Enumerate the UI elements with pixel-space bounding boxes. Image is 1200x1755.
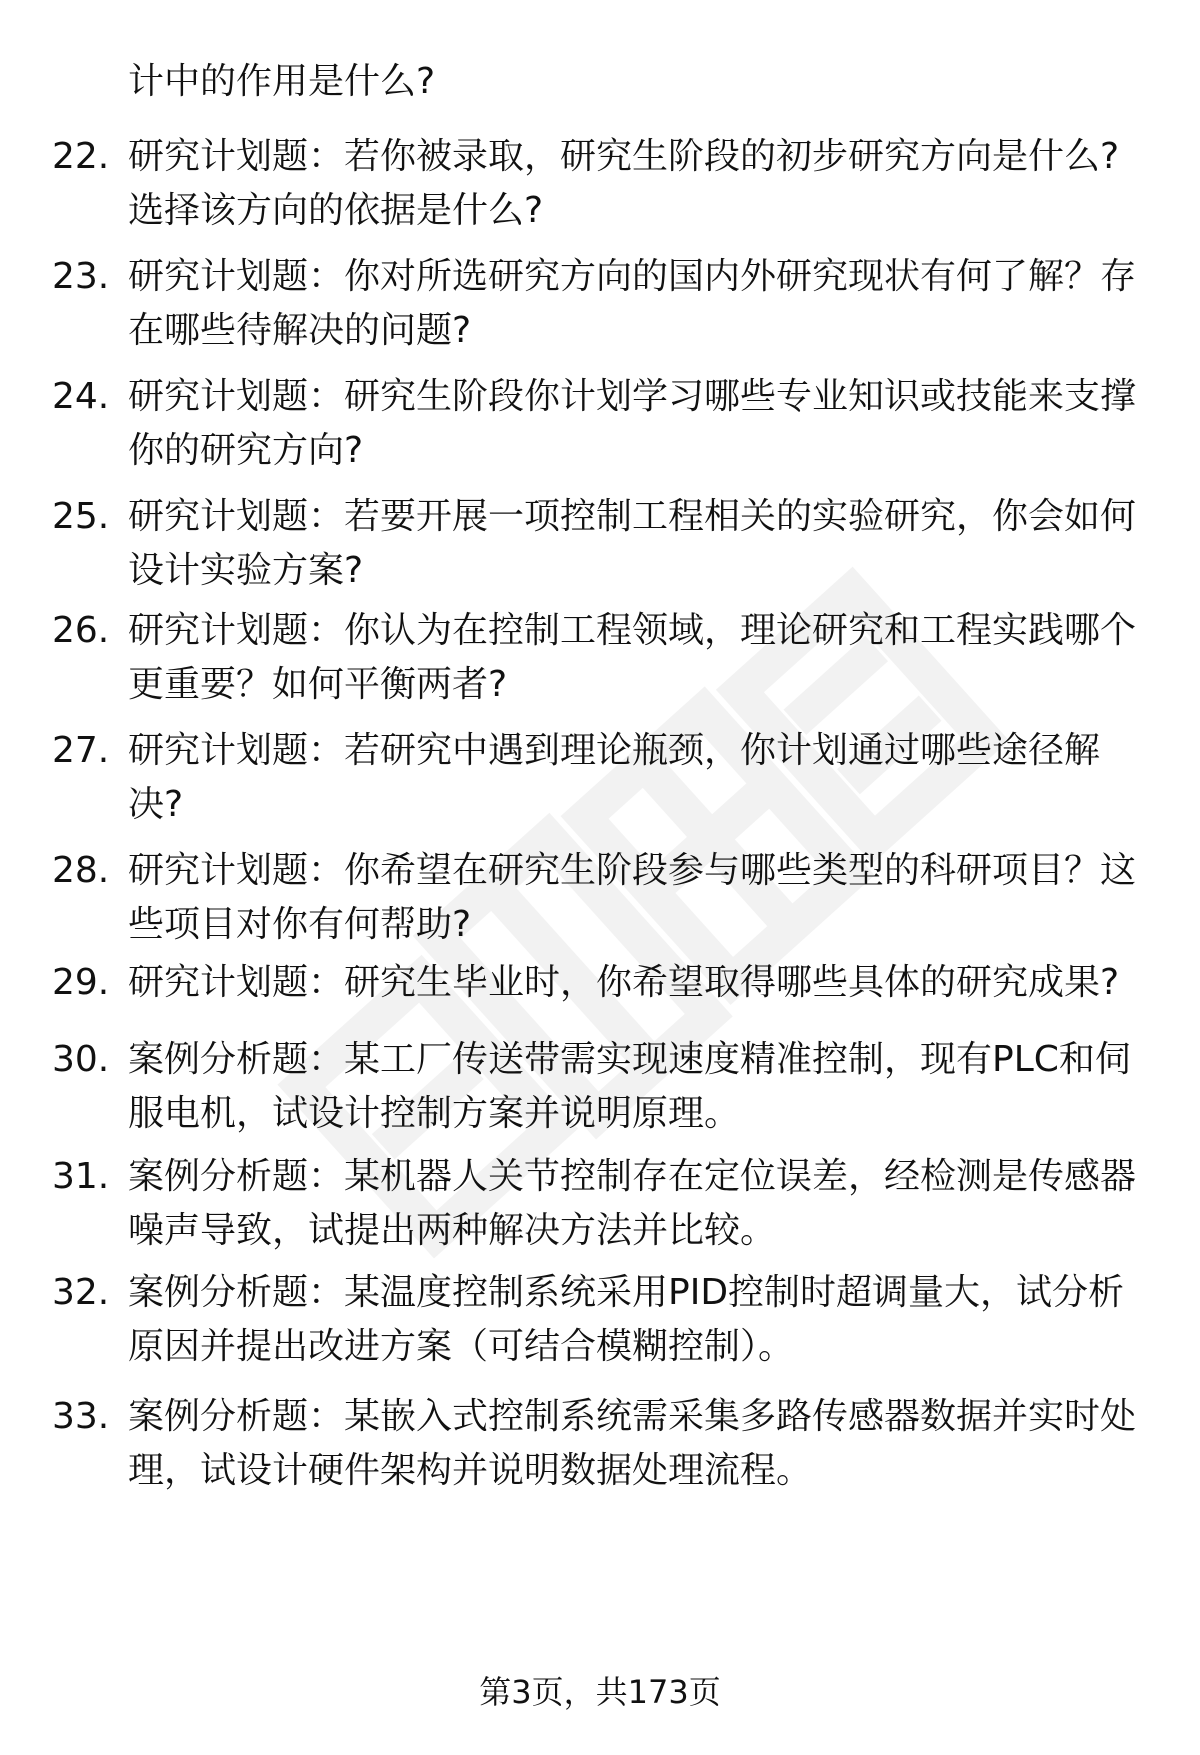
question-text-line: 噪声导致，试提出两种解决方法并比较。 <box>128 1210 777 1251</box>
question-number: 33. <box>52 1396 110 1437</box>
question-text-line: 在哪些待解决的问题? <box>128 310 472 351</box>
page-footer: 第3页，共173页 <box>479 1673 721 1711</box>
question-text-line: 服电机，试设计控制方案并说明原理。 <box>128 1093 741 1134</box>
question-text-line: 设计实验方案? <box>128 550 364 591</box>
question-text <box>128 724 1148 832</box>
question-text-line: 研究计划题：你对所选研究方向的国内外研究现状有何了解？存 <box>128 256 1137 297</box>
question-text-line: 案例分析题：某工厂传送带需实现速度精准控制，现有PLC和伺 <box>128 1039 1131 1080</box>
question-text-line: 更重要？如何平衡两者? <box>128 664 508 705</box>
question-text <box>128 1390 1148 1498</box>
question-text <box>128 1150 1148 1258</box>
question-text <box>128 1033 1148 1141</box>
question-text-line: 理，试设计硬件架构并说明数据处理流程。 <box>128 1450 813 1491</box>
question-number: 30. <box>52 1039 110 1080</box>
question-text-line: 研究计划题：若要开展一项控制工程相关的实验研究，你会如何 <box>128 496 1137 537</box>
question-number: 26. <box>52 610 110 651</box>
question-text <box>128 370 1148 478</box>
question-number: 24. <box>52 376 110 417</box>
question-number: 27. <box>52 730 110 771</box>
question-number: 28. <box>52 850 110 891</box>
question-text-line: 研究计划题：研究生毕业时，你希望取得哪些具体的研究成果? <box>128 962 1120 1003</box>
question-text <box>128 844 1148 952</box>
question-text <box>128 130 1148 238</box>
question-text-line: 研究计划题：研究生阶段你计划学习哪些专业知识或技能来支撑 <box>128 376 1137 417</box>
question-text <box>128 604 1148 712</box>
question-text-line: 你的研究方向? <box>128 430 364 471</box>
question-text <box>128 250 1148 358</box>
question-text-line: 选择该方向的依据是什么? <box>128 190 544 231</box>
question-text-line: 案例分析题：某机器人关节控制存在定位误差，经检测是传感器 <box>128 1156 1137 1197</box>
question-text <box>128 956 1148 1010</box>
question-number: 22. <box>52 136 110 177</box>
question-text-line: 原因并提出改进方案（可结合模糊控制）。 <box>128 1326 795 1367</box>
question-text-line: 案例分析题：某温度控制系统采用PID控制时超调量大，试分析 <box>128 1272 1125 1313</box>
question-text-line: 决? <box>128 784 184 825</box>
question-number: 23. <box>52 256 110 297</box>
question-text-line: 研究计划题：你认为在控制工程领域，理论研究和工程实践哪个 <box>128 610 1137 651</box>
question-text-line: 些项目对你有何帮助? <box>128 904 472 945</box>
question-number: 25. <box>52 496 110 537</box>
question-text <box>128 1266 1148 1374</box>
question-number: 31. <box>52 1156 110 1197</box>
question-number: 29. <box>52 962 110 1003</box>
question-text-line: 研究计划题：若你被录取，研究生阶段的初步研究方向是什么? <box>128 136 1120 177</box>
question-text-line: 研究计划题：你希望在研究生阶段参与哪些类型的科研项目？这 <box>128 850 1137 891</box>
question-number: 32. <box>52 1272 110 1313</box>
question-text-line: 研究计划题：若研究中遇到理论瓶颈，你计划通过哪些途径解 <box>128 730 1101 771</box>
question-text-line: 案例分析题：某嵌入式控制系统需采集多路传感器数据并实时处 <box>128 1396 1137 1437</box>
continuation-text: 计中的作用是什么? <box>128 61 436 102</box>
question-text <box>128 490 1148 598</box>
